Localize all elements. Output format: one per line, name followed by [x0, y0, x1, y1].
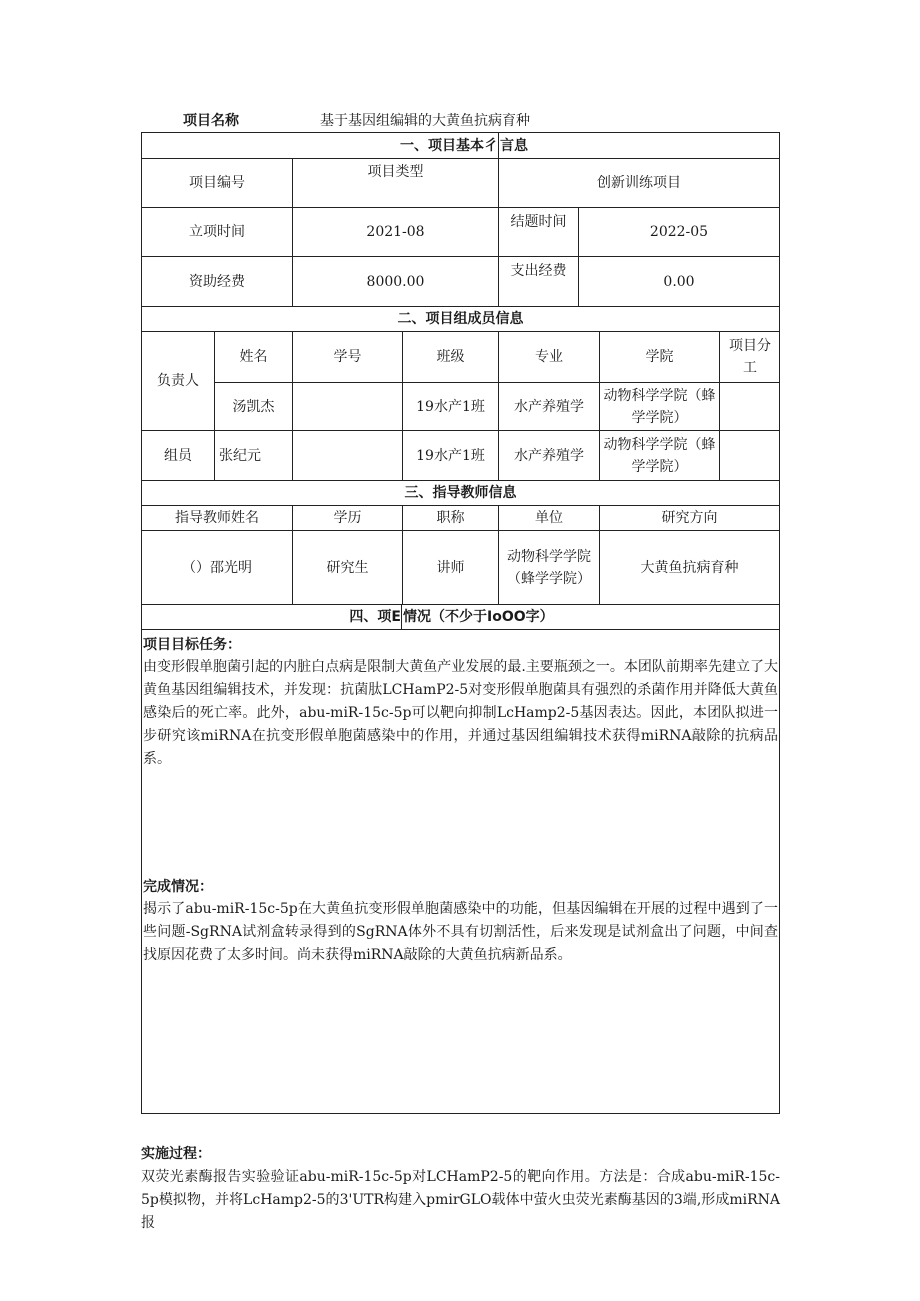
advisor-unit: 动物科学学院（蜂学学院） — [507, 548, 591, 587]
advisor-header-name: 指导教师姓名 — [175, 510, 259, 526]
member-student-id — [293, 383, 402, 430]
project-type-value: 创新训练项目 — [597, 175, 681, 191]
project-name-label: 项目名称 — [183, 113, 239, 129]
project-name-value: 基于基因组编辑的大黄鱼抗病育种 — [320, 113, 530, 129]
member-student-id — [293, 431, 402, 480]
header-task: 项目分工 — [729, 338, 771, 376]
header-student-id: 学号 — [333, 349, 362, 365]
member-name: 张纪元 — [219, 447, 261, 464]
member-major: 水产养殖学 — [514, 398, 584, 415]
spend-label: 支出经费 — [510, 263, 567, 279]
member-class: 19水产1班 — [416, 447, 485, 464]
header-college: 学院 — [645, 349, 674, 365]
header-name: 姓名 — [239, 349, 268, 365]
member-college: 动物科学学院（蜂学学院） — [603, 436, 716, 475]
leader-label: 负责人 — [157, 373, 199, 389]
done-label: 完成情况： — [143, 879, 213, 895]
process-label: 实施过程： — [141, 1146, 211, 1162]
end-date-value: 2022-05 — [649, 224, 709, 240]
advisor-title: 讲师 — [436, 559, 465, 576]
project-type-label: 项目类型 — [367, 164, 424, 180]
start-date-value: 2021-08 — [366, 224, 425, 240]
fund-value: 8000.00 — [366, 273, 425, 290]
end-date-label: 结题时间 — [510, 214, 567, 230]
header-major: 专业 — [535, 349, 563, 365]
section4-title-right: 情况（不少于IoOO字） — [403, 609, 554, 625]
spend-value: 0.00 — [663, 273, 695, 290]
advisor-direction: 大黄鱼抗病育种 — [640, 559, 739, 576]
member-label: 组员 — [164, 447, 192, 464]
member-name: 汤凯杰 — [232, 398, 275, 415]
process-text: 双荧光素酶报告实验验证abu-miR-15c-5p对LCHamP2-5的靶向作用。方法是：合成abu-miR-15c-5p模拟物，并将LcHamp2-5的3'UTR构建入pmirGLO载体中萤火虫荧光素酶基因的3端,形成miRNA报 — [141, 1169, 780, 1231]
section1-title-left: 一、项目基本彳 — [400, 137, 498, 154]
fund-label: 资助经费 — [189, 273, 245, 290]
member-task — [720, 431, 779, 480]
start-date-label: 立项时间 — [189, 224, 245, 240]
done-text: 揭示了abu-miR-15c-5p在大黄鱼抗变形假单胞菌感染中的功能，但基因编辑在开展的过程中遇到了一些问题-SgRNA试剂盒转录得到的SgRNA体外不具有切割活性，后来发现是试剂盒出了问题，中间查找原因花费了太多时间。尚未获得miRNA敲除的大黄鱼抗病新品系。 — [143, 901, 778, 963]
advisor-name: （）邵光明 — [182, 559, 252, 576]
member-class: 19水产1班 — [416, 398, 485, 415]
advisor-header-unit: 单位 — [535, 510, 563, 526]
header-class: 班级 — [436, 349, 465, 365]
goal-text: 由变形假单胞菌引起的内脏白点病是限制大黄鱼产业发展的最.主要瓶颈之一。本团队前期率先建立了大黄鱼基因组编辑技术，并发现：抗菌肽LCHamP2-5对变形假单胞菌具有强烈的杀菌作用并降低大黄鱼感染后的死亡率。此外，abu-miR-15c-5p可以靶向抑制LcHamp2-5基因表达。因此，本团队拟进一步研究该miRNA在抗变形假单胞菌感染中的作用，并通过基因组编辑技术获得miRNA敲除的抗病品系。 — [143, 659, 778, 767]
section4-title-left: 四、项E — [349, 609, 401, 625]
member-major: 水产养殖学 — [514, 447, 584, 464]
advisor-header-direction: 研究方向 — [661, 510, 718, 526]
advisor-degree: 研究生 — [326, 559, 369, 576]
goal-label: 项目目标任务： — [143, 637, 241, 653]
project-no-label: 项目编号 — [189, 175, 245, 191]
member-college: 动物科学学院（蜂学学院） — [603, 387, 716, 426]
advisor-header-degree: 学历 — [333, 510, 362, 526]
section3-title: 三、指导教师信息 — [404, 485, 517, 501]
section2-title: 二、项目组成员信息 — [397, 311, 524, 327]
advisor-header-title: 职称 — [436, 510, 465, 526]
member-task — [720, 383, 779, 430]
section1-title-right: 言息 — [500, 137, 528, 154]
